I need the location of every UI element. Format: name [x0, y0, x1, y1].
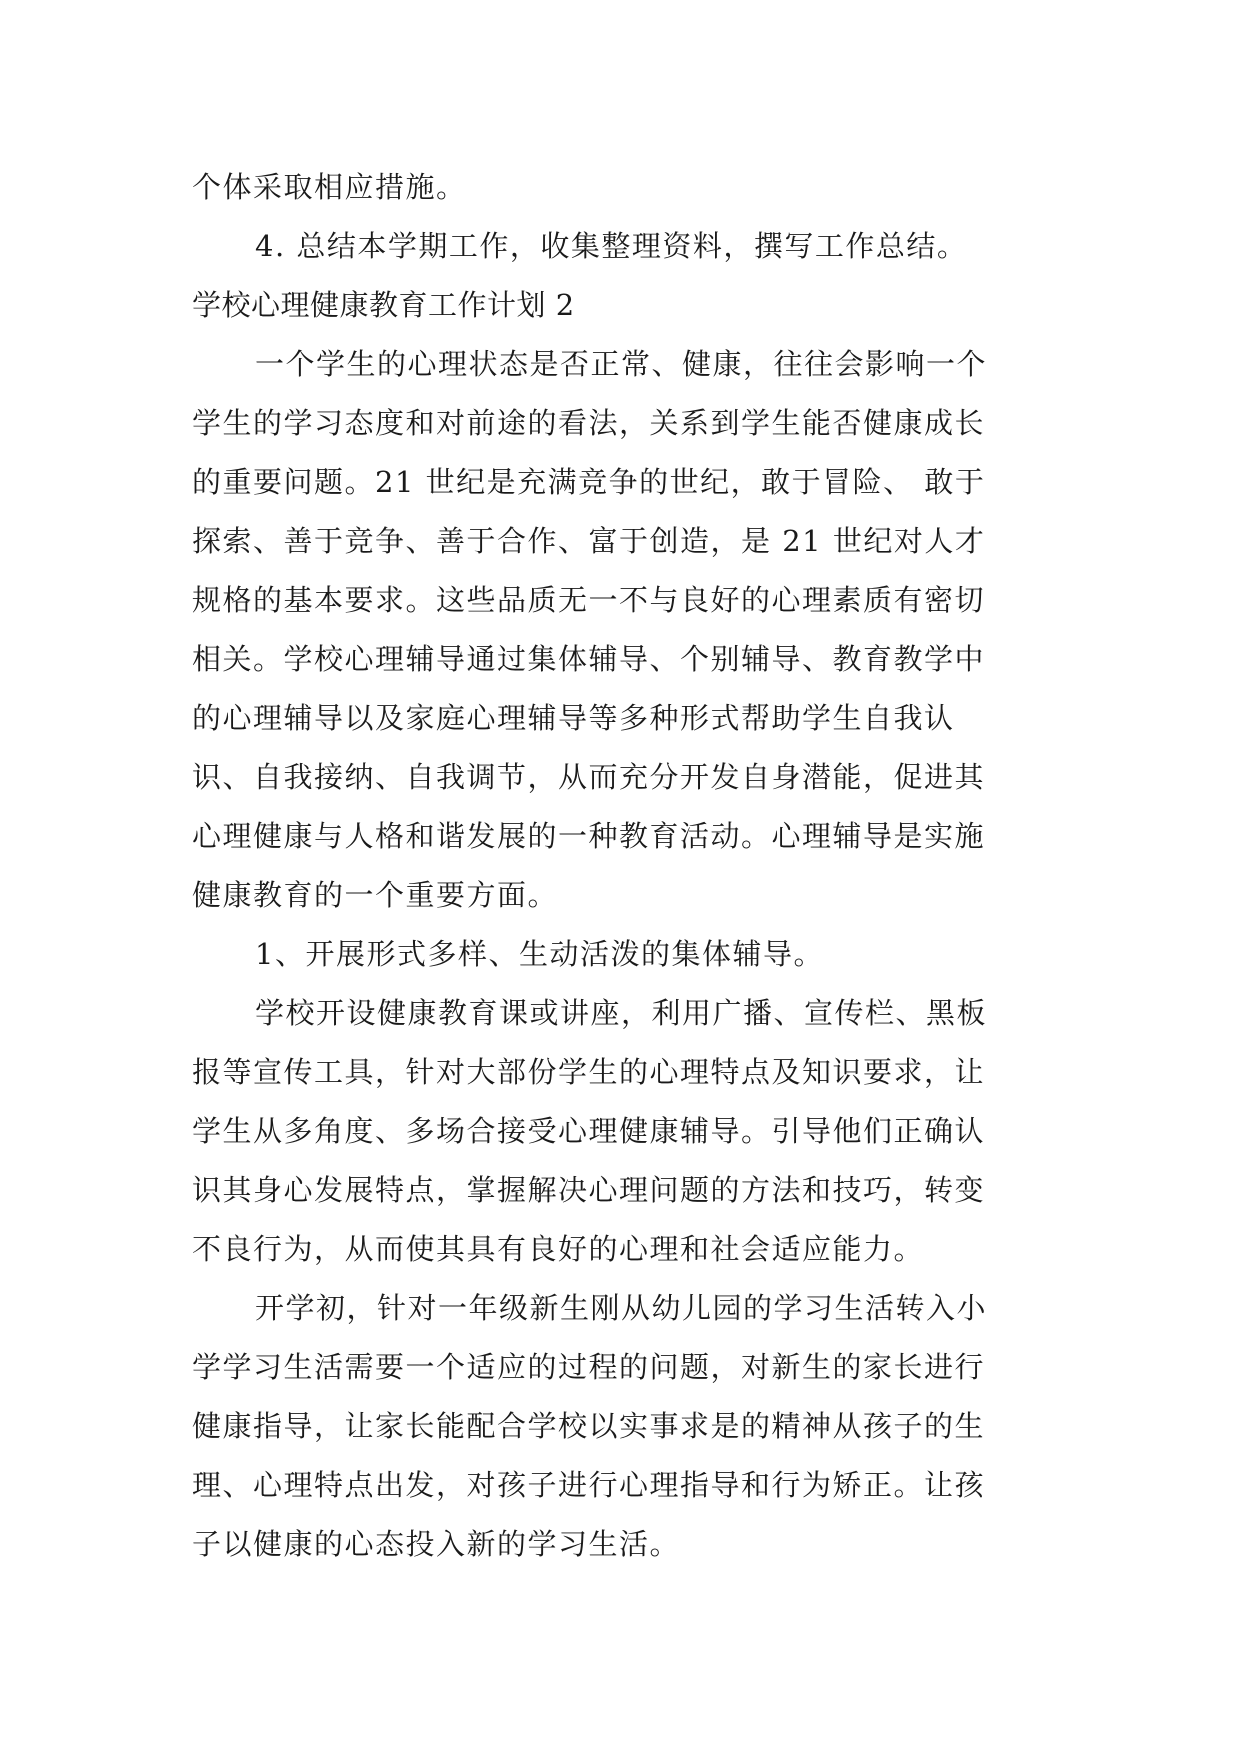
paragraph-line: 心理健康与人格和谐发展的一种教育活动。心理辅导是实施	[192, 819, 986, 853]
list-item-4: 4. 总结本学期工作，收集整理资料，撰写工作总结。	[255, 229, 968, 263]
document-body	[192, 158, 1052, 1574]
paragraph-line: 相关。学校心理辅导通过集体辅导、个别辅导、教育教学中	[192, 642, 986, 676]
paragraph-line: 识其身心发展特点，掌握解决心理问题的方法和技巧，转变	[192, 1173, 986, 1207]
paragraph-line: 理、心理特点出发，对孩子进行心理指导和行为矫正。让孩	[192, 1468, 986, 1502]
paragraph-line: 一个学生的心理状态是否正常、健康，往往会影响一个	[255, 347, 988, 381]
paragraph-line: 报等宣传工具，针对大部份学生的心理特点及知识要求，让	[192, 1055, 986, 1089]
paragraph-line: 规格的基本要求。这些品质无一不与良好的心理素质有密切	[192, 583, 986, 617]
section-heading: 学校心理健康教育工作计划 2	[192, 288, 575, 322]
paragraph-line: 健康指导，让家长能配合学校以实事求是的精神从孩子的生	[192, 1409, 986, 1443]
paragraph-line: 识、自我接纳、自我调节，从而充分开发自身潜能，促进其	[192, 760, 986, 794]
paragraph-line: 的心理辅导以及家庭心理辅导等多种形式帮助学生自我认	[192, 701, 955, 735]
paragraph-line: 学校开设健康教育课或讲座，利用广播、宣传栏、黑板	[255, 996, 988, 1030]
paragraph-line: 开学初，针对一年级新生刚从幼儿园的学习生活转入小	[255, 1291, 988, 1325]
paragraph-line: 学学习生活需要一个适应的过程的问题，对新生的家长进行	[192, 1350, 986, 1384]
text-line: 个体采取相应措施。	[192, 170, 467, 204]
paragraph-line: 探索、善于竞争、善于合作、富于创造，是 21 世纪对人才	[192, 524, 986, 558]
paragraph-line: 学生从多角度、多场合接受心理健康辅导。引导他们正确认	[192, 1114, 986, 1148]
list-item-1: 1、开展形式多样、生动活泼的集体辅导。	[255, 937, 824, 971]
paragraph-line: 学生的学习态度和对前途的看法，关系到学生能否健康成长	[192, 406, 986, 440]
paragraph-line: 的重要问题。21 世纪是充满竞争的世纪，敢于冒险、 敢于	[192, 465, 986, 499]
paragraph-line: 不良行为，从而使其具有良好的心理和社会适应能力。	[192, 1232, 925, 1266]
paragraph-line: 子以健康的心态投入新的学习生活。	[192, 1527, 681, 1561]
paragraph-line: 健康教育的一个重要方面。	[192, 878, 559, 912]
